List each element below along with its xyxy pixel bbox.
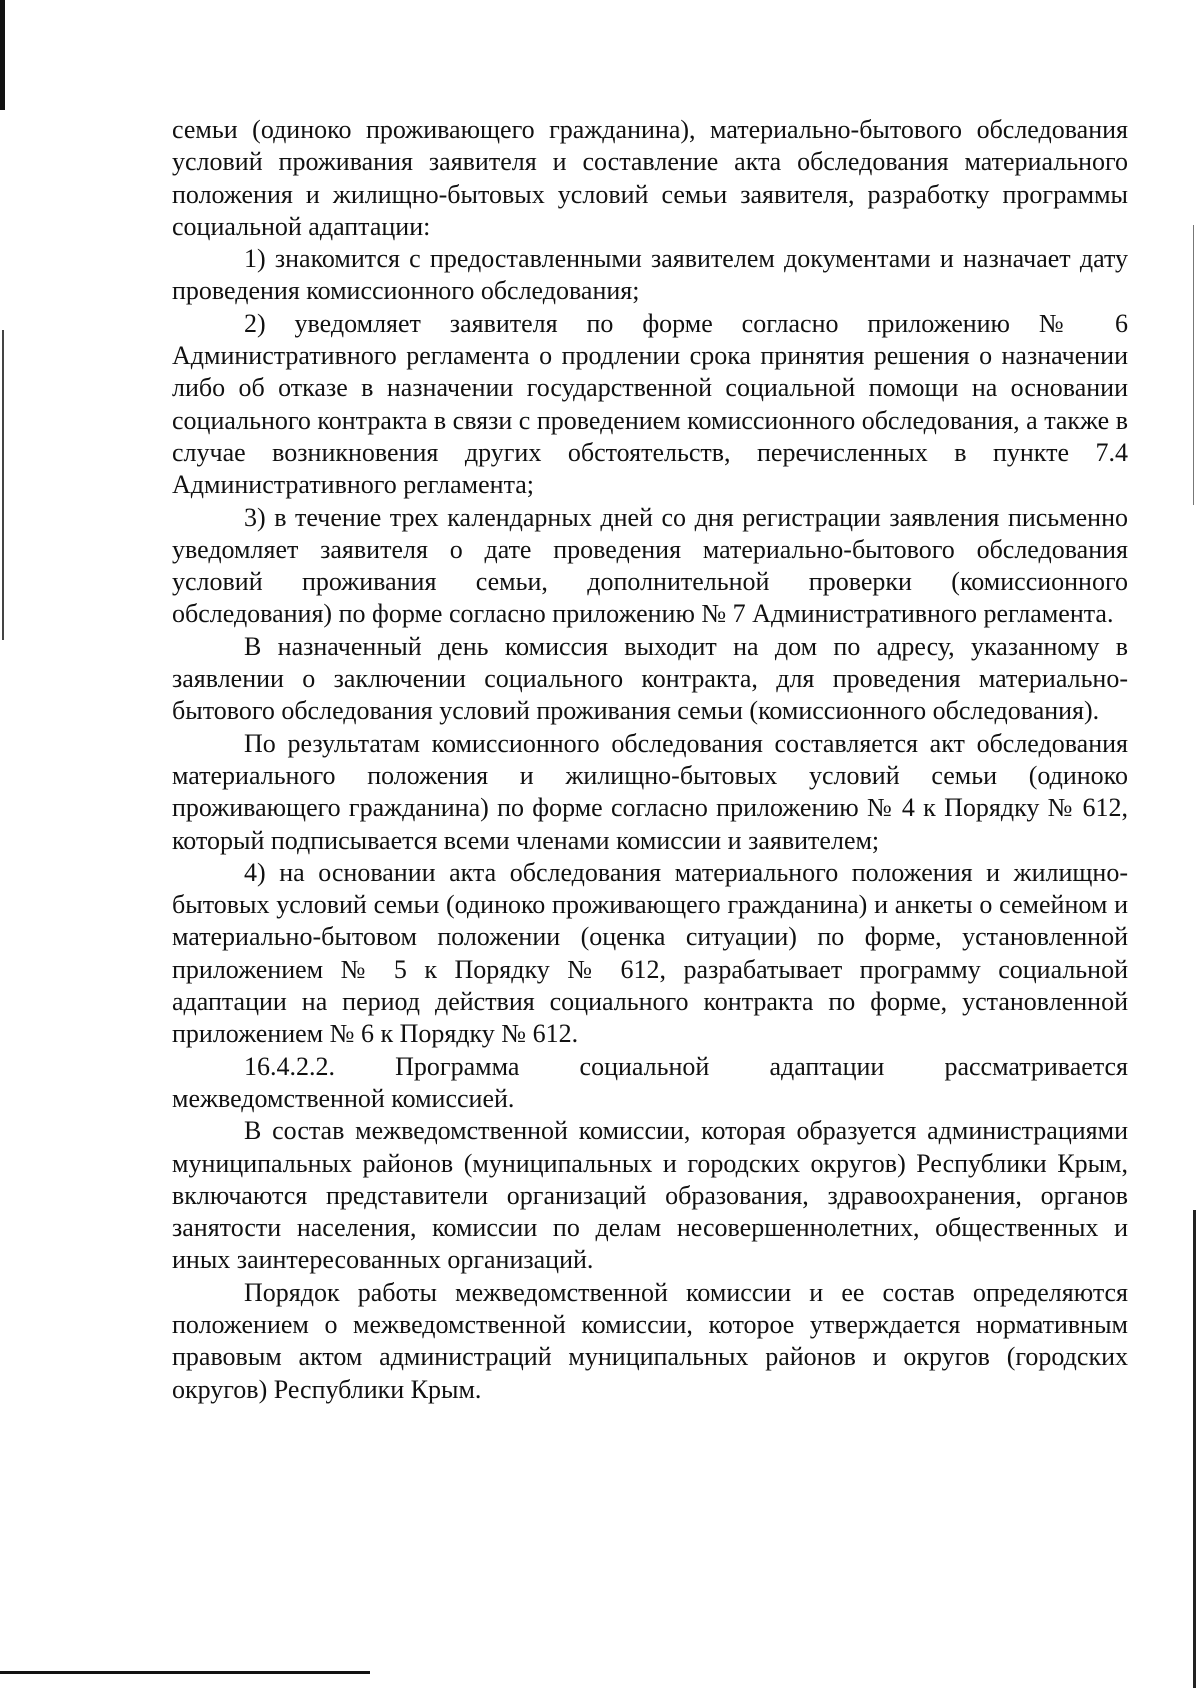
scan-edge-left-mid <box>2 330 4 640</box>
footnote-rule <box>0 1671 370 1674</box>
paragraph-commission-procedure: Порядок работы межведомственной комиссии и ее состав определяются положением о межведомственной комиссии, которое утверждается нормативным правовым актом администраций муниципальных районов и округов (городских округов) Республики Крым. <box>172 1277 1128 1404</box>
paragraph-item-1: 1) знакомится с предоставленными заявителем документами и назначает дату проведения комиссионного обследования; <box>172 244 1128 306</box>
paragraph-item-4: 4) на основании акта обследования материального положения и жилищно-бытовых условий семьи (одиноко проживающего гражданина) и анкеты о семейном и материально-бытовом положении (оценка ситуации) по форме, установленной приложением № 5 к Порядку № 612, разрабатывает программу социальной адаптации на период действия социального контракта по форме, установленной приложением № 6 к Порядку № 612. <box>172 857 1128 1049</box>
scan-edge-right <box>1193 1210 1196 1688</box>
paragraph-inspection-act: По результатам комиссионного обследования составляется акт обследования материального положения и жилищно-бытовых условий семьи (одиноко проживающего гражданина) по форме согласно приложению № 4 к Порядку № 612, который подписывается всеми членами комиссии и заявителем; <box>172 728 1128 855</box>
scan-edge-left <box>0 0 5 110</box>
paragraph-commission-visit: В назначенный день комиссия выходит на дом по адресу, указанному в заявлении о заключении социального контракта, для проведения материально-бытового обследования условий проживания семьи (комиссионного обследования). <box>172 631 1128 726</box>
document-body <box>172 114 1128 1406</box>
paragraph-item-2: 2) уведомляет заявителя по форме согласно приложению № 6 Административного регламента о продлении срока принятия решения о назначении либо об отказе в назначении государственной социальной помощи на основании социального контракта в связи с проведением комиссионного обследования, а также в случае возникновения других обстоятельств, перечисленных в пункте 7.4 Административного регламента; <box>172 308 1128 500</box>
paragraph-16-4-2-2: 16.4.2.2. Программа социальной адаптации рассматривается межведомственной комиссией. <box>172 1051 1128 1113</box>
scan-edge-right-thin <box>1193 225 1194 505</box>
paragraph-continuation: семьи (одиноко проживающего гражданина), материально-бытового обследования условий проживания заявителя и составление акта обследования материального положения и жилищно-бытовых условий семьи заявителя, разработку программы социальной адаптации: <box>172 115 1128 241</box>
paragraph-item-3: 3) в течение трех календарных дней со дня регистрации заявления письменно уведомляет заявителя о дате проведения материально-бытового обследования условий проживания семьи, дополнительной проверки (комиссионного обследования) по форме согласно приложению № 7 Административного регламента. <box>172 502 1128 629</box>
paragraph-commission-composition: В состав межведомственной комиссии, которая образуется администрациями муниципальных районов (муниципальных и городских округов) Республики Крым, включаются представители организаций образования, здравоохранения, органов занятости населения, комиссии по делам несовершеннолетних, общественных и иных заинтересованных организаций. <box>172 1116 1128 1275</box>
